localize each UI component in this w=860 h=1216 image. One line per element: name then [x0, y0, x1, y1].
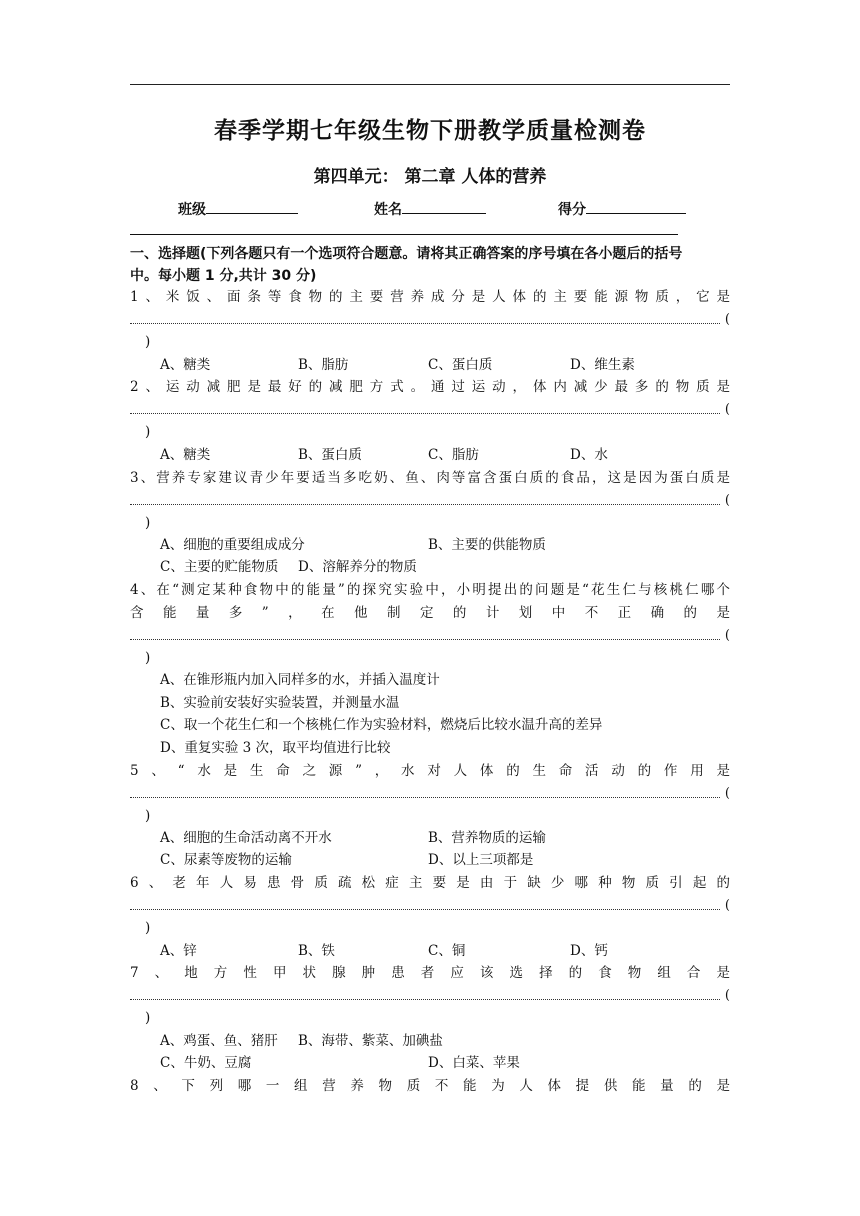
score-field[interactable] — [558, 199, 686, 219]
section-heading — [130, 243, 730, 287]
question-7-option-c[interactable]: C、牛奶、豆腐 — [160, 1055, 252, 1071]
question-2-option-d[interactable]: D、水 — [570, 447, 608, 463]
question-4-option-a[interactable]: A、在锥形瓶内加入同样多的水，并插入温度计 — [160, 672, 440, 688]
question-5-close-paren: ) — [145, 808, 151, 824]
question-2-answer-line[interactable]: ( — [130, 399, 730, 421]
question-5-stem: 5、“水是生命之源”，水对人体的生命活动的作用是 — [130, 763, 730, 779]
question-7-stem: 7、地方性甲状腺肿患者应该选择的食物组合是 — [130, 965, 730, 981]
question-1-option-c[interactable]: C、蛋白质 — [428, 357, 493, 373]
question-6-stem: 6、老年人易患骨质疏松症主要是由于缺少哪种物质引起的 — [130, 875, 730, 891]
question-1-option-b[interactable]: B、脂肪 — [298, 357, 349, 373]
name-blank[interactable] — [402, 199, 486, 214]
question-7-option-b[interactable]: B、海带、紫菜、加碘盐 — [298, 1033, 443, 1049]
question-6-option-b[interactable]: B、铁 — [298, 943, 335, 959]
question-6-option-a[interactable]: A、锌 — [160, 943, 197, 959]
question-4-stem-line1: 4、在“测定某种食物中的能量”的探究实验中，小明提出的问题是“花生仁与核桃仁哪个 — [130, 582, 730, 598]
question-4-option-b[interactable]: B、实验前安装好实验装置，并测量水温 — [160, 695, 400, 711]
question-7-option-d[interactable]: D、白菜、苹果 — [428, 1055, 520, 1071]
question-7-option-a[interactable]: A、鸡蛋、鱼、猪肝 — [160, 1033, 278, 1049]
question-4-close-paren: ) — [145, 650, 151, 666]
question-3-option-b[interactable]: B、主要的供能物质 — [428, 537, 546, 553]
question-7-answer-line[interactable]: ( — [130, 985, 730, 1007]
question-2-close-paren: ) — [145, 424, 151, 440]
question-6-option-c[interactable]: C、铜 — [428, 943, 466, 959]
question-4-option-d[interactable]: D、重复实验 3 次，取平均值进行比较 — [160, 740, 391, 756]
question-1-option-d[interactable]: D、维生素 — [570, 357, 635, 373]
question-4-option-c[interactable]: C、取一个花生仁和一个核桃仁作为实验材料，燃烧后比较水温升高的差异 — [160, 717, 603, 733]
question-1-option-a[interactable]: A、糖类 — [160, 357, 211, 373]
exam-subtitle: 第四单元： 第二章 人体的营养 — [313, 167, 547, 187]
question-2-option-b[interactable]: B、蛋白质 — [298, 447, 362, 463]
question-3-answer-line[interactable]: ( — [130, 490, 730, 512]
question-1-close-paren: ) — [145, 334, 151, 350]
question-6-close-paren: ) — [145, 920, 151, 936]
question-5-option-d[interactable]: D、以上三项都是 — [428, 852, 534, 868]
exam-title: 春季学期七年级生物下册教学质量检测卷 — [214, 118, 646, 144]
question-2-option-c[interactable]: C、脂肪 — [428, 447, 479, 463]
class-field[interactable] — [178, 199, 298, 219]
name-label: 姓名 — [374, 202, 402, 218]
question-4-answer-line[interactable]: ( — [130, 625, 730, 647]
question-5-answer-line[interactable]: ( — [130, 783, 730, 805]
question-5-option-c[interactable]: C、尿素等废物的运输 — [160, 852, 292, 868]
student-info-row — [0, 199, 860, 221]
question-1-answer-line[interactable]: ( — [130, 309, 730, 331]
question-6-answer-line[interactable]: ( — [130, 895, 730, 917]
question-3-close-paren: ) — [145, 515, 151, 531]
question-2-option-a[interactable]: A、糖类 — [160, 447, 211, 463]
section-heading-line2: 中。每小题 1 分,共计 30 分) — [130, 268, 317, 284]
header-divider — [130, 234, 678, 235]
score-blank[interactable] — [586, 199, 686, 214]
question-2-stem: 2、运动减肥是最好的减肥方式。通过运动，体内减少最多的物质是 — [130, 379, 730, 395]
section-heading-line1: 一、选择题(下列各题只有一个选项符合题意。请将其正确答案的序号填在各小题后的括号 — [130, 246, 683, 262]
class-blank[interactable] — [206, 199, 298, 214]
question-8-stem: 8、下列哪一组营养物质不能为人体提供能量的是 — [130, 1078, 730, 1094]
question-3-option-a[interactable]: A、细胞的重要组成成分 — [160, 537, 305, 553]
score-label: 得分 — [558, 202, 586, 218]
question-5-option-a[interactable]: A、细胞的生命活动离不开水 — [160, 830, 332, 846]
class-label: 班级 — [178, 202, 206, 218]
top-rule — [130, 84, 730, 85]
question-1-stem: 1、米饭、面条等食物的主要营养成分是人体的主要能源物质，它是 — [130, 289, 730, 305]
question-6-option-d[interactable]: D、钙 — [570, 943, 608, 959]
name-field[interactable] — [374, 199, 486, 219]
question-7-close-paren: ) — [145, 1010, 151, 1026]
question-4-stem: 含能量多”，在他制定的计划中不正确的是 — [130, 605, 730, 621]
question-3-option-d[interactable]: D、溶解养分的物质 — [298, 559, 417, 575]
question-3-stem: 3、营养专家建议青少年要适当多吃奶、鱼、肉等富含蛋白质的食品，这是因为蛋白质是 — [130, 470, 730, 486]
question-3-option-c[interactable]: C、主要的贮能物质 — [160, 559, 279, 575]
question-5-option-b[interactable]: B、营养物质的运输 — [428, 830, 546, 846]
